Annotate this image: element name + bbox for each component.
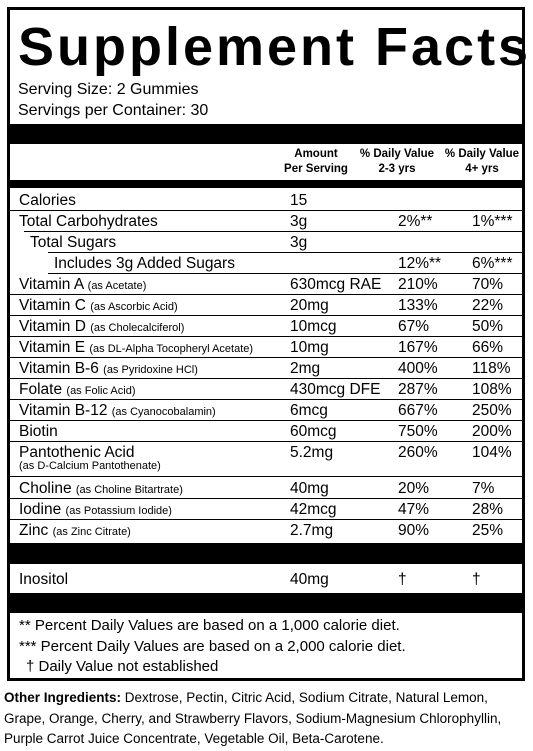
- nutrient-row: [10, 316, 522, 337]
- daily-value-child: 260%: [398, 444, 438, 461]
- nutrient-name: [19, 521, 131, 542]
- nutrient-amount: 2.7mg: [290, 522, 334, 539]
- thick-divider-header: [10, 180, 522, 188]
- nutrient-source: (as Acetate): [87, 280, 147, 292]
- nutrient-source: (as Cholecalciferol): [90, 322, 185, 334]
- nutrient-label: Calories: [19, 192, 76, 209]
- nutrient-name: [19, 380, 135, 401]
- other-ingredients-label: Other Ingredients:: [4, 690, 122, 705]
- nutrient-amount: 40mg: [290, 480, 329, 497]
- servings-per-container: Servings per Container: 30: [18, 102, 209, 119]
- thick-divider-middle: [10, 543, 522, 564]
- daily-value-child: 47%: [398, 501, 430, 518]
- nutrient-label: Includes 3g Added Sugars: [54, 255, 235, 272]
- nutrient-label: Biotin: [19, 423, 58, 440]
- nutrient-name: [19, 212, 158, 232]
- nutrient-label: Vitamin E: [19, 339, 86, 356]
- daily-value-adult: 108%: [472, 381, 512, 398]
- daily-value-child: 167%: [398, 339, 438, 356]
- nutrient-source: (as Cyanocobalamin): [111, 406, 216, 418]
- nutrient-amount: 6mcg: [290, 402, 328, 419]
- daily-value-child: 90%: [398, 522, 430, 539]
- nutrient-amount: 3g: [290, 213, 308, 230]
- daily-value-adult: †: [472, 571, 481, 588]
- nutrient-name: [19, 191, 76, 211]
- amount-header: Amount Per Serving: [284, 148, 348, 175]
- nutrient-amount: 10mcg: [290, 318, 337, 335]
- nutrient-row: [10, 478, 522, 499]
- daily-value-adult: 118%: [472, 360, 511, 377]
- footnote-2000-cal: *** Percent Daily Values are based on a 2,000 calorie diet.: [19, 638, 406, 655]
- nutrient-row: [10, 211, 522, 232]
- nutrient-label: Pantothenic Acid: [19, 444, 135, 461]
- nutrient-amount: 630mcg RAE: [290, 276, 382, 293]
- daily-value-adult: 25%: [472, 522, 504, 539]
- daily-value-adult: 7%: [472, 480, 495, 497]
- daily-value-adult: 104%: [472, 444, 512, 461]
- nutrient-row: [10, 569, 522, 590]
- footnote-dv-not-established: † Daily Value not established: [26, 658, 219, 675]
- nutrient-row: [10, 295, 522, 316]
- nutrient-source: (as Ascorbic Acid): [90, 301, 178, 313]
- nutrient-row: [10, 379, 522, 400]
- nutrient-label: Total Carbohydrates: [19, 213, 158, 230]
- nutrient-source: (as Potassium Iodide): [65, 505, 172, 517]
- nutrient-label: Choline: [19, 480, 72, 497]
- nutrient-label: Vitamin B-12: [19, 402, 108, 419]
- daily-value-adult: 50%: [472, 318, 504, 335]
- daily-value-adult: 250%: [472, 402, 512, 419]
- nutrient-source: (as D-Calcium Pantothenate): [19, 460, 161, 472]
- nutrient-name: [19, 401, 216, 422]
- nutrient-name: [19, 500, 172, 521]
- daily-value-child: 287%: [398, 381, 438, 398]
- serving-size: Serving Size: 2 Gummies: [18, 81, 199, 98]
- daily-value-child: 12%**: [398, 255, 442, 272]
- nutrient-name: [19, 570, 68, 590]
- nutrient-source: (as Zinc Citrate): [52, 526, 131, 538]
- nutrient-row: [10, 358, 522, 379]
- nutrient-label: Vitamin B-6: [19, 360, 99, 377]
- nutrient-source: (as Folic Acid): [66, 385, 136, 397]
- nutrient-name: [19, 296, 178, 317]
- nutrient-name: [54, 254, 235, 274]
- row-divider: [10, 476, 522, 477]
- nutrient-amount: 20mg: [290, 297, 329, 314]
- nutrient-source: (as Choline Bitartrate): [75, 484, 183, 496]
- daily-value-adult: 66%: [472, 339, 504, 356]
- nutrient-row: [10, 232, 522, 253]
- nutrient-source: (as Pyridoxine HCl): [103, 364, 198, 376]
- daily-value-adult-header: % Daily Value 4+ yrs: [444, 148, 520, 175]
- nutrient-name: [30, 233, 116, 253]
- daily-value-child: 67%: [398, 318, 430, 335]
- nutrient-row: [10, 190, 522, 211]
- daily-value-child: 750%: [398, 423, 438, 440]
- nutrient-amount: 60mcg: [290, 423, 337, 440]
- supplement-facts-panel: [7, 7, 532, 681]
- daily-value-child: 20%: [398, 480, 430, 497]
- nutrient-amount: 2mg: [290, 360, 321, 377]
- daily-value-child-header: % Daily Value 2-3 yrs: [359, 148, 435, 175]
- other-ingredients: [4, 688, 528, 750]
- nutrient-label: Iodine: [19, 501, 62, 518]
- daily-value-adult: 22%: [472, 297, 504, 314]
- nutrient-name: [19, 275, 146, 296]
- nutrient-row: [10, 442, 522, 477]
- other-ingredients-text: Dextrose, Pectin, Citric Acid, Sodium Citrate, Natural Lemon, Grape, Orange, Cherry, and Strawberry Flavors, Sodium-Magnesium Chlorophyllin, Purple Carrot Juice Concentrate, Vegetable Oil, Beta-Carotene.: [4, 690, 502, 746]
- daily-value-adult: 6%***: [472, 255, 513, 272]
- nutrient-amount: 5.2mg: [290, 444, 334, 461]
- nutrient-name: [19, 422, 58, 442]
- nutrient-amount: 10mg: [290, 339, 329, 356]
- nutrient-row: [10, 274, 522, 295]
- nutrient-row: [10, 253, 522, 274]
- nutrient-name: [19, 317, 184, 338]
- nutrient-amount: 40mg: [290, 571, 329, 588]
- nutrient-name: [19, 359, 198, 380]
- nutrient-amount: 430mcg DFE: [290, 381, 381, 398]
- nutrient-label: Total Sugars: [30, 234, 117, 251]
- panel-title: Supplement Facts: [18, 17, 532, 77]
- nutrient-name: [19, 443, 161, 472]
- thick-divider-bottom: [10, 593, 522, 613]
- daily-value-adult: 1%***: [472, 213, 513, 230]
- nutrient-amount: 42mcg: [290, 501, 337, 518]
- nutrient-amount: 15: [290, 192, 308, 209]
- daily-value-adult: 28%: [472, 501, 504, 518]
- nutrient-name: [19, 479, 183, 500]
- nutrient-row: [10, 421, 522, 442]
- nutrient-label: Folate: [19, 381, 63, 398]
- daily-value-child: 133%: [398, 297, 438, 314]
- nutrient-amount: 3g: [290, 234, 308, 251]
- nutrient-label: Inositol: [19, 571, 69, 588]
- nutrient-label: Zinc: [19, 522, 49, 539]
- nutrient-label: Vitamin D: [19, 318, 86, 335]
- daily-value-child: 667%: [398, 402, 438, 419]
- daily-value-child: 400%: [398, 360, 438, 377]
- nutrient-label: Vitamin A: [19, 276, 84, 293]
- nutrient-label: Vitamin C: [19, 297, 86, 314]
- nutrient-row: [10, 520, 522, 541]
- nutrient-name: [19, 338, 253, 359]
- daily-value-child: †: [398, 571, 407, 588]
- footnote-1000-cal: ** Percent Daily Values are based on a 1,000 calorie diet.: [19, 617, 400, 634]
- nutrient-row: [10, 337, 522, 358]
- nutrient-source: (as DL-Alpha Tocopheryl Acetate): [89, 343, 254, 355]
- nutrient-row: [10, 400, 522, 421]
- daily-value-child: 210%: [398, 276, 438, 293]
- daily-value-adult: 70%: [472, 276, 504, 293]
- daily-value-child: 2%**: [398, 213, 433, 230]
- nutrient-row: [10, 499, 522, 520]
- daily-value-adult: 200%: [472, 423, 512, 440]
- thick-divider-top: [10, 124, 522, 144]
